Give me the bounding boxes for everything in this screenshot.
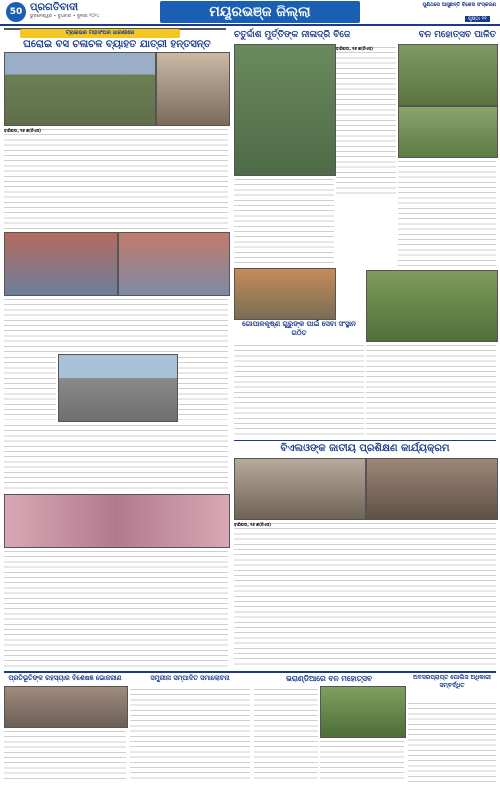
training-photo: [234, 458, 366, 520]
story-body-right-2: [398, 158, 496, 268]
story-body-2: [4, 296, 228, 352]
story-body: [4, 126, 228, 231]
story-body-right-3: [234, 176, 334, 266]
plantation-photo: [398, 44, 498, 106]
divider: [234, 440, 496, 441]
protest-photo: [156, 52, 230, 126]
newspaper-name: ପ୍ରଗତିବାଦୀ: [30, 2, 79, 13]
story-body-5: [4, 422, 228, 492]
ble-dateline: ବାରିପଦା, ୧୬।୭(ନିଏସ): [234, 522, 271, 527]
story-body-right-4: [366, 342, 496, 438]
stage-photo: [4, 494, 230, 548]
bottom-body-3b: [320, 738, 404, 782]
page-number: ପୃଷ୍ଠା ୧୧: [465, 16, 490, 22]
bottom-story-1-headline: ପ୍ରତିଭୂତିଙ୍କ ରହସ୍ୟାର ବିଶେଷଜ୍ଞ ଭୋଜରୀଣ: [8, 674, 122, 682]
bottom-divider: [4, 671, 496, 673]
plantation-photo-2: [398, 106, 498, 158]
service-camp-body: [234, 342, 364, 438]
bottom-body-4: [408, 700, 496, 782]
event-photo: [118, 232, 230, 296]
bottom-photo-1: [4, 686, 128, 728]
ble-training-headline: ବିଏଲଓଙ୍କ ଜାତୀୟ ପ୍ରଶିକ୍ଷଣ କାର୍ଯ୍ୟକ୍ରମ: [280, 443, 450, 454]
story-headline: ଚତୁର୍ଦ୍ଦାଶ ମୁର୍ତ୍ତିଙ୍କ ନୀଳାଦ୍ରି ବିଜେ: [234, 30, 351, 40]
bottom-photo-3: [320, 686, 406, 738]
story-body-right-1: [336, 44, 396, 194]
group-photo: [234, 268, 336, 320]
story-dateline: ବାରିପଦା, ୧୬।୭(ନିଏସ): [336, 46, 373, 51]
story-body-3: [4, 354, 56, 420]
bottom-story-2-headline: ସମ୍ପ୍ରୀନା ସମ୍ପାଦିତ ସମାଲୋଚନା: [150, 674, 230, 682]
bottom-story-3-headline: ଭରାଣ୍ଡିଆରେ ବନ ମହୋତ୍ସବ: [285, 674, 373, 683]
story-dateline: ବାରିପଦା, ୧୬।୭(ନିଏସ): [4, 128, 41, 133]
tree-planting-photo: [366, 270, 498, 342]
bottom-body-2: [130, 686, 250, 782]
bottom-story-4-headline: ଅବସରପ୍ରାପ୍ତ ପୋଲିସ ଅଧିକାରୀ ସମ୍ବର୍ଦ୍ଧିତ: [413, 674, 491, 689]
road-photo: [58, 354, 178, 422]
ble-training-body: [234, 520, 496, 668]
issue-meta: ଭୁବନେଶ୍ୱର • ବୁଧବାର • ଜୁଲାଇ ୨୦୨୪: [30, 14, 100, 19]
side-promo: ପୁଣିଥରେ ଆସୁଛନ୍ତି ବିଶେଷ ସଂସ୍କରଣ: [422, 2, 496, 8]
bottom-body-1: [4, 728, 126, 782]
story-body-4: [178, 354, 228, 420]
newspaper-logo: 50: [6, 2, 26, 22]
crowd-photo: [4, 232, 118, 296]
bottom-body-3: [254, 686, 318, 782]
story-kicker: ଟ୍ରାଇଭର ମହାସଂଘର ଧାରଣାରେ: [20, 29, 180, 38]
service-camp-headline: ଗୋପାଳକୃଷ୍ଣ ଗୁରୁଙ୍କ ପାଇଁ ସେବା ସଂସ୍ଥାନ ଗଠିତ: [242, 320, 356, 337]
forest-fest-headline: ବନ ମହୋତ୍ସବ ପାଳିତ: [418, 30, 496, 40]
story-headline: ଘରୋଇ ବସ ଚଳାଚଳ ବ୍ୟାହତ ଯାତ୍ରୀ ହନ୍ତସନ୍ତ: [23, 39, 211, 50]
temple-photo: [234, 44, 336, 176]
bus-photo: [4, 52, 156, 126]
training-photo-2: [366, 458, 498, 520]
district-title: ମୟୂରଭଞ୍ଜ ଜିଲ୍ଲା: [209, 4, 311, 20]
story-body-6: [4, 548, 228, 668]
